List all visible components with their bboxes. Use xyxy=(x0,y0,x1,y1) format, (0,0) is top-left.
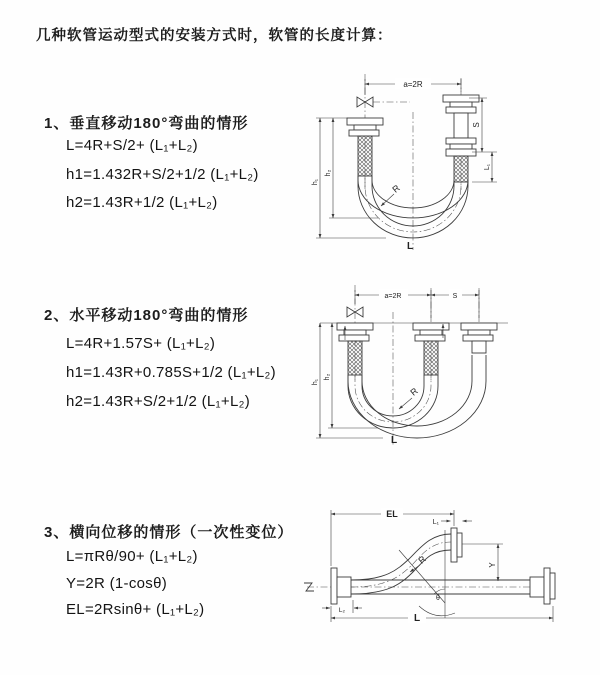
diagram-lateral-displacement xyxy=(301,500,596,648)
left-flange xyxy=(337,323,373,341)
middle-braided-hose xyxy=(424,341,438,375)
section-1-formula-h1: h1=1.432R+S/2+1/2 (L₁+L₂) xyxy=(66,166,259,183)
dimension-l2 xyxy=(322,600,362,614)
displaced-flange xyxy=(451,528,462,562)
diagram-horizontal-180-bend xyxy=(308,282,560,450)
radius-callout xyxy=(381,182,402,206)
right-braided-hose xyxy=(454,156,468,182)
dimension-span-a2r xyxy=(365,78,461,95)
section-2-formula-L: L=4R+1.57S+ (L₁+L₂) xyxy=(66,335,216,352)
dimension-span-a2r xyxy=(355,289,479,318)
left-braided-hose xyxy=(348,341,362,375)
dim-label-h2: h₂ xyxy=(324,373,331,381)
dim-label-r: R xyxy=(390,182,402,195)
dim-label-el: EL xyxy=(386,509,398,519)
right-flange-lower xyxy=(446,138,476,156)
radius-callout xyxy=(410,553,428,572)
right-flange-upper xyxy=(443,95,479,138)
left-braided-hose xyxy=(358,136,372,176)
dim-label-h1: h₁ xyxy=(312,378,319,386)
dim-label-s: S xyxy=(452,293,458,300)
dim-label-a2r: a=2R xyxy=(403,80,423,89)
dim-label-theta: θ xyxy=(436,595,440,602)
section-3-formula-Y: Y=2R (1-cosθ) xyxy=(66,575,168,592)
dim-label-h2: h₂ xyxy=(325,169,332,177)
dim-label-y: Y xyxy=(488,562,497,568)
dim-label-L: L xyxy=(413,613,421,624)
section-2-heading: 2、水平移动180°弯曲的情形 xyxy=(44,307,249,324)
dim-label-l2: L₂ xyxy=(338,607,346,614)
diagram-vertical-180-bend xyxy=(306,70,536,255)
original-position-pipe xyxy=(351,568,555,604)
dimension-y xyxy=(462,544,503,581)
page-title: 几种软管运动型式的安装方式时，软管的长度计算： xyxy=(36,28,393,44)
dimension-l1 xyxy=(433,519,472,526)
section-2-formula-h2: h2=1.43R+S/2+1/2 (L₁+L₂) xyxy=(66,393,251,410)
section-1-formula-L: L=4R+S/2+ (L₁+L₂) xyxy=(66,137,198,154)
dim-label-s: S xyxy=(472,122,481,128)
middle-flange xyxy=(413,323,449,341)
left-flange xyxy=(331,568,351,604)
hose-u-bend xyxy=(348,355,486,438)
dimension-l xyxy=(331,606,553,624)
right-flange-displaced xyxy=(461,323,497,353)
dim-label-a2r: a=2R xyxy=(384,293,402,300)
dim-label-l1: L₁ xyxy=(484,163,491,171)
section-1-formula-h2: h2=1.43R+1/2 (L₁+L₂) xyxy=(66,194,218,211)
hose-s-curve xyxy=(351,534,451,594)
dim-label-l1: L₁ xyxy=(432,519,439,526)
section-3-heading: 3、横向位移的情形（一次性变位） xyxy=(44,524,294,541)
dim-label-r: R xyxy=(416,553,428,566)
section-3-formula-L: L=πRθ/90+ (L₁+L₂) xyxy=(66,548,198,565)
left-flange xyxy=(347,118,383,136)
dim-label-r: R xyxy=(408,385,420,398)
dim-label-h1: h₁ xyxy=(312,178,319,186)
dim-label-L: L xyxy=(390,435,398,446)
angle-construction xyxy=(399,530,455,618)
section-2-formula-h1: h1=1.43R+0.785S+1/2 (L₁+L₂) xyxy=(66,364,276,381)
dim-label-L: L xyxy=(406,241,414,252)
section-3-formula-EL: EL=2Rsinθ+ (L₁+L₂) xyxy=(66,601,205,618)
section-1-heading: 1、垂直移动180°弯曲的情形 xyxy=(44,115,249,132)
